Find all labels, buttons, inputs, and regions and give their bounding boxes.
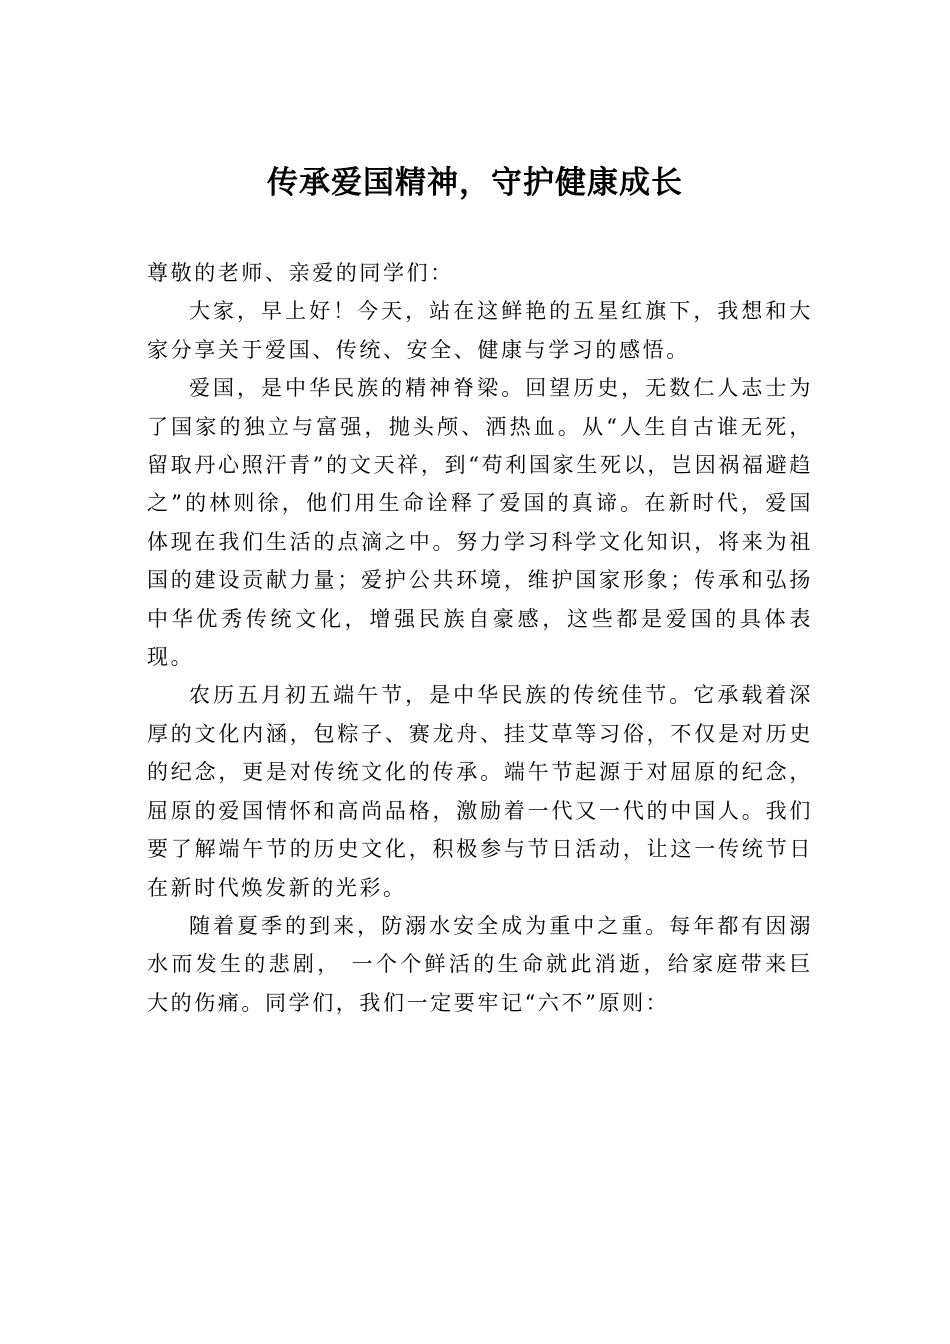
document-title: 传承爱国精神，守护健康成长 — [267, 165, 683, 201]
paragraph-drowning-safety: 随着夏季的到来，防溺水安全成为重中之重。每年都有因溺水而发生的悲剧， 一个个鲜活的生命就此消逝，给家庭带来巨大的伤痛。同学们，我们一定要牢记“六不”原则： — [147, 913, 813, 1015]
paragraph-dragon-boat-festival: 农历五月初五端午节，是中华民族的传统佳节。它承载着深厚的文化内涵，包粽子、赛龙舟、挂艾草等习俗，不仅是对历史的纪念，更是对传统文化的传承。端午节起源于对屈原的纪念，屈原的爱国情怀和高尚品格，激励着一代又一代的中国人。我们要了解端午节的历史文化，积极参与节日活动，让这一传统节日在新时代焕发新的光彩。 — [147, 683, 813, 900]
salutation: 尊敬的老师、亲爱的同学们： — [147, 261, 454, 285]
paragraph-patriotism: 爱国，是中华民族的精神脊梁。回望历史，无数仁人志士为了国家的独立与富强，抛头颅、洒热血。从“人生自古谁无死，留取丹心照汗青”的文天祥，到“苟利国家生死以，岂因祸福避趋之”的林则徐，他们用生命诠释了爱国的真谛。在新时代，爱国体现在我们生活的点滴之中。努力学习科学文化知识，将来为祖国的建设贡献力量；爱护公共环境，维护国家形象；传承和弘扬中华优秀传统文化，增强民族自豪感，这些都是爱国的具体表现。 — [147, 376, 813, 670]
document-body — [147, 254, 813, 1022]
paragraph-greeting: 大家，早上好！今天，站在这鲜艳的五星红旗下，我想和大家分享关于爱国、传统、安全、健康与学习的感悟。 — [147, 299, 813, 362]
